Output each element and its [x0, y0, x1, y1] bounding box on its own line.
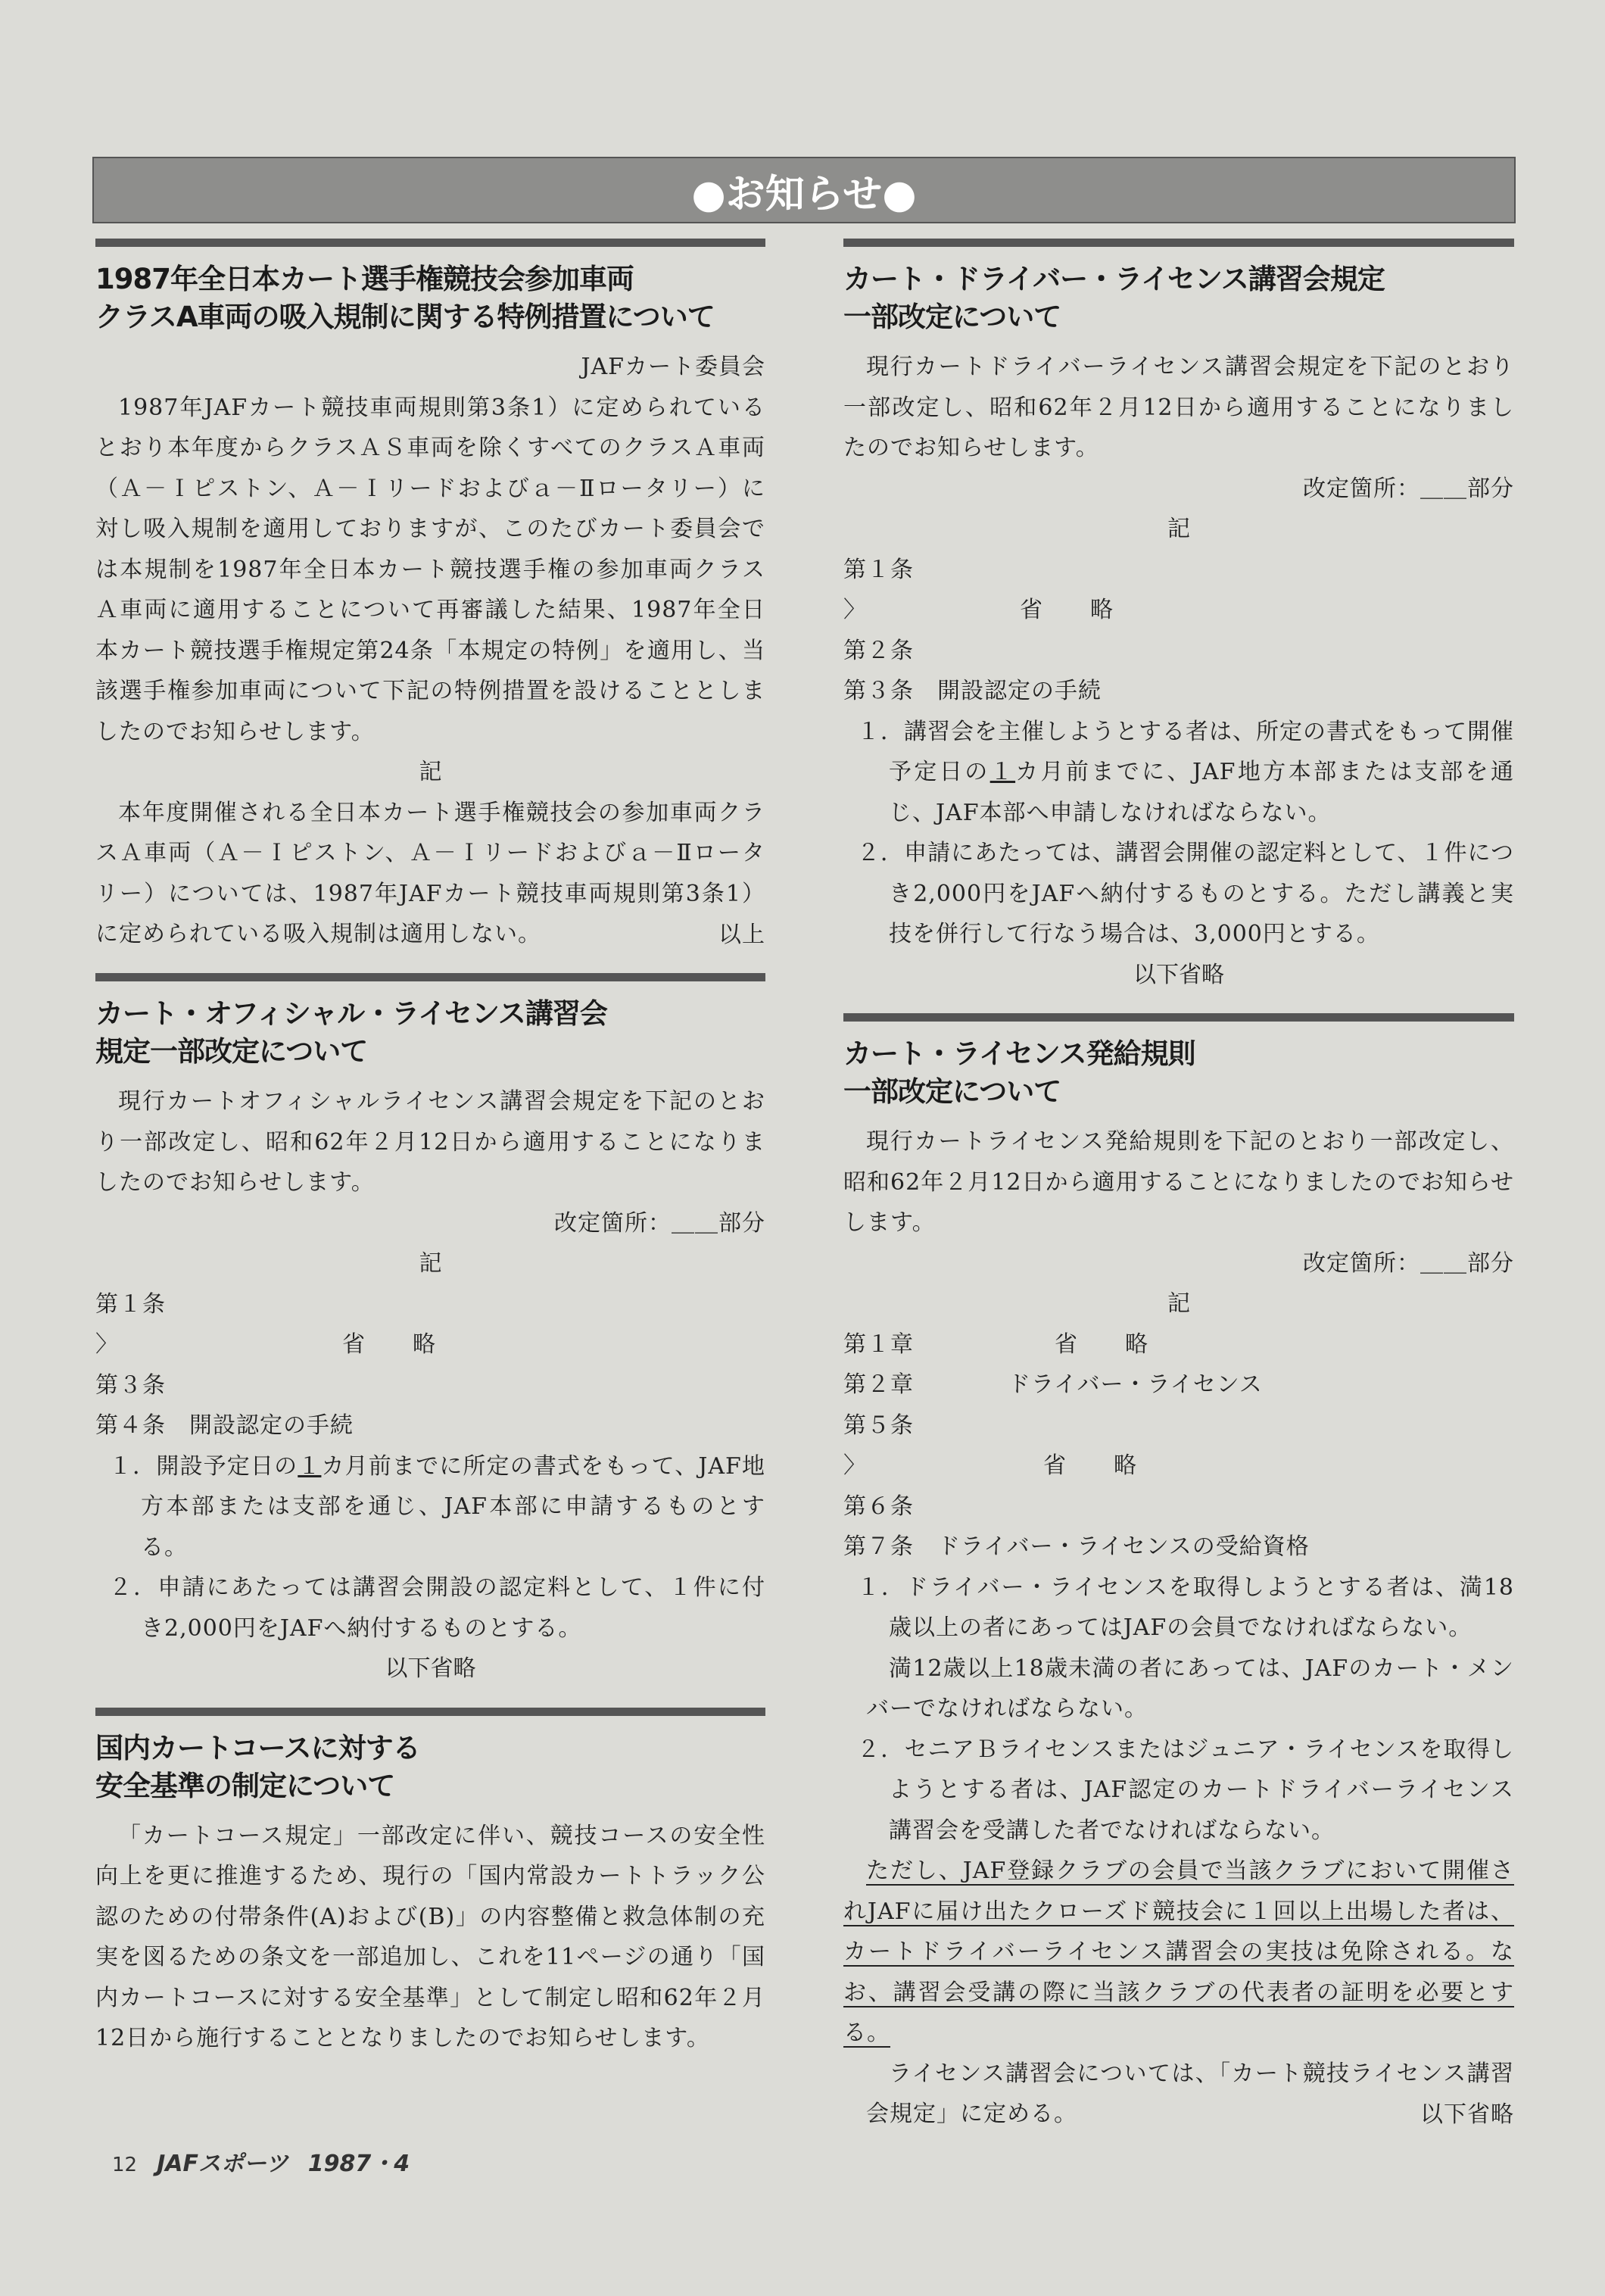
section-body: 1987年JAFカート競技車両規則第3条1）に定められているとおり本年度からクラスＡＳ車両を除くすべてのクラスＡ車両（Ａ－Ｉピストン、Ａ－Ｉリードおよびａ－Ⅱロータリー）に対し吸入規制を適用しておりますが、このたびカート委員会では本規制を1987年全日本カート競技選手権の参加車両クラスＡ車両に適用することについて再審議した結果、1987年全日本カート競技選手権規定第24条「本規定の特例」を適用し、当該選手権参加車両について下記の特例措置を設けることとしましたのでお知らせします。: [95, 394, 765, 745]
ki-mark: 記: [1167, 516, 1190, 542]
article-line: 第６条: [843, 1493, 914, 1520]
section-end: 以上: [718, 921, 765, 948]
article-line: 第７条 ドライバー・ライセンスの受給資格: [843, 1533, 1310, 1560]
amendment-note: 改定箇所：＿＿部分: [1303, 475, 1514, 502]
page-footer: [112, 2145, 410, 2178]
article-line: 第１章 省 略: [843, 1330, 1148, 1358]
article-line: 第３条: [95, 1371, 166, 1399]
article-line: 〉 省 略: [843, 597, 1114, 623]
article-item: １．ドライバー・ライセンスを取得しようとする者は、満18歳以上の者にあってはJAFの会員でなければならない。: [857, 1574, 1514, 1641]
section-body: 現行カートオフィシャルライセンス講習会規定を下記のとおり一部改定し、昭和62年２月12日から適用することになりましたのでお知らせします。: [95, 1088, 765, 1196]
section-rule: [95, 973, 765, 981]
article-line: 第２章 ドライバー・ライセンス: [843, 1371, 1263, 1398]
section-rule: [95, 1708, 765, 1716]
article-line: 〉 省 略: [95, 1331, 436, 1358]
article-item: ２．申請にあたっては講習会開設の認定料として、１件に付き2,000円をJAFへ納付するものとする。: [109, 1574, 765, 1642]
section-body: 現行カートドライバーライセンス講習会規定を下記のとおり一部改定し、昭和62年２月12日から適用することになりましたのでお知らせします。: [843, 354, 1514, 461]
page-number: 12: [112, 2154, 138, 2176]
article-line: 第１条: [95, 1290, 166, 1318]
article-item: ２．申請にあたっては、講習会開催の認定料として、１件につき2,000円をJAFへ納付するものとする。ただし講義と実技を併行して行なう場合は、3,000円とする。: [857, 840, 1514, 947]
section-author: JAFカート委員会: [581, 354, 765, 380]
section-title-driver-license-course: カート・ドライバー・ライセンス講習会規定 一部改定について: [843, 263, 1385, 333]
ki-mark: 記: [419, 1250, 442, 1277]
article-item: １．開設予定日の１カ月前までに所定の書式をもって、JAF地方本部または支部を通じ、JAF本部に申請するものとする。: [109, 1452, 766, 1561]
right-column: [843, 239, 1514, 2135]
ki-mark: 記: [419, 759, 442, 785]
section-body: 本年度開催される全日本カート選手権競技会の参加車両クラスＡ車両（Ａ－Ｉピストン、Ａ－Ｉリードおよびａ－Ⅱロータリー）については、1987年JAFカート競技車両規則第3条1）に定められている吸入規制は適用しない。: [95, 799, 765, 947]
section-end: 以下省略: [1133, 961, 1224, 988]
section-title-official-license: カート・オフィシャル・ライセンス講習会 規定一部改定について: [95, 997, 607, 1068]
magazine-name: JAFスポーツ: [157, 2151, 288, 2177]
section-rule: [843, 1013, 1514, 1022]
article-item-continued: 満12歳以上18歳未満の者にあっては、JAFのカート・メンバーでなければならない。: [866, 1655, 1514, 1722]
underlined-amendment: ただし、JAF登録クラブの会員で当該クラブにおいて開催されJAFに届け出たクローズド競技会に１回以上出場した者は、カートドライバーライセンス講習会の実技は免除される。なお、講習会受講の際に当該クラブの代表者の証明を必要とする。: [843, 1858, 1514, 2046]
amendment-note: 改定箇所：＿＿部分: [554, 1209, 765, 1237]
section-body: 「カートコース規定」一部改定に伴い、競技コースの安全性向上を更に推進するため、現行の「国内常設カートトラック公認のための付帯条件(A)および(B)」の内容整備と救急体制の充実を図るための条文を一部追加し、これを11ページの通り「国内カートコースに対する安全基準」として制定し昭和62年２月12日から施行することとなりましたのでお知らせします。: [95, 1822, 765, 2051]
section-title-license-issuance: カート・ライセンス発給規則 一部改定について: [843, 1037, 1195, 1108]
article-line: 第１条: [843, 556, 914, 583]
section-rule: [843, 239, 1514, 247]
article-line: 第２条: [843, 637, 914, 664]
amendment-note: 改定箇所：＿＿部分: [1303, 1249, 1514, 1277]
article-line: 第４条 開設認定の手続: [95, 1412, 354, 1439]
section-title-intake-regulation: 1987年全日本カート選手権競技会参加車両 クラスA車両の吸入規制に関する特例措置について: [95, 263, 715, 333]
article-line: 第５条: [843, 1412, 914, 1439]
issue-date: 1987・4: [307, 2151, 410, 2177]
section-body: 現行カートライセンス発給規則を下記のとおり一部改定し、昭和62年２月12日から適用することになりましたのでお知らせします。: [843, 1128, 1514, 1236]
ki-mark: 記: [1167, 1290, 1190, 1317]
section-end: 以下省略: [1420, 2101, 1514, 2128]
article-line: 〉 省 略: [843, 1452, 1137, 1479]
section-body: ライセンス講習会については、「カート競技ライセンス講習会規定」に定める。: [866, 2060, 1514, 2127]
section-end: 以下省略: [385, 1655, 476, 1682]
section-title-safety-standard: 国内カートコースに対する 安全基準の制定について: [95, 1731, 420, 1802]
notice-banner: ●お知らせ●: [92, 157, 1516, 223]
article-item: １．講習会を主催しようとする者は、所定の書式をもって開催予定日の１カ月前までに、JAF地方本部または支部を通じ、JAF本部へ申請しなければならない。: [857, 718, 1515, 826]
left-column: [95, 239, 765, 2059]
section-rule: [95, 239, 765, 247]
article-line: 第３条 開設認定の手続: [843, 678, 1102, 704]
article-item: ２．セニアＢライセンスまたはジュニア・ライセンスを取得しようとする者は、JAF認定のカートドライバーライセンス講習会を受講した者でなければならない。: [857, 1736, 1514, 1844]
